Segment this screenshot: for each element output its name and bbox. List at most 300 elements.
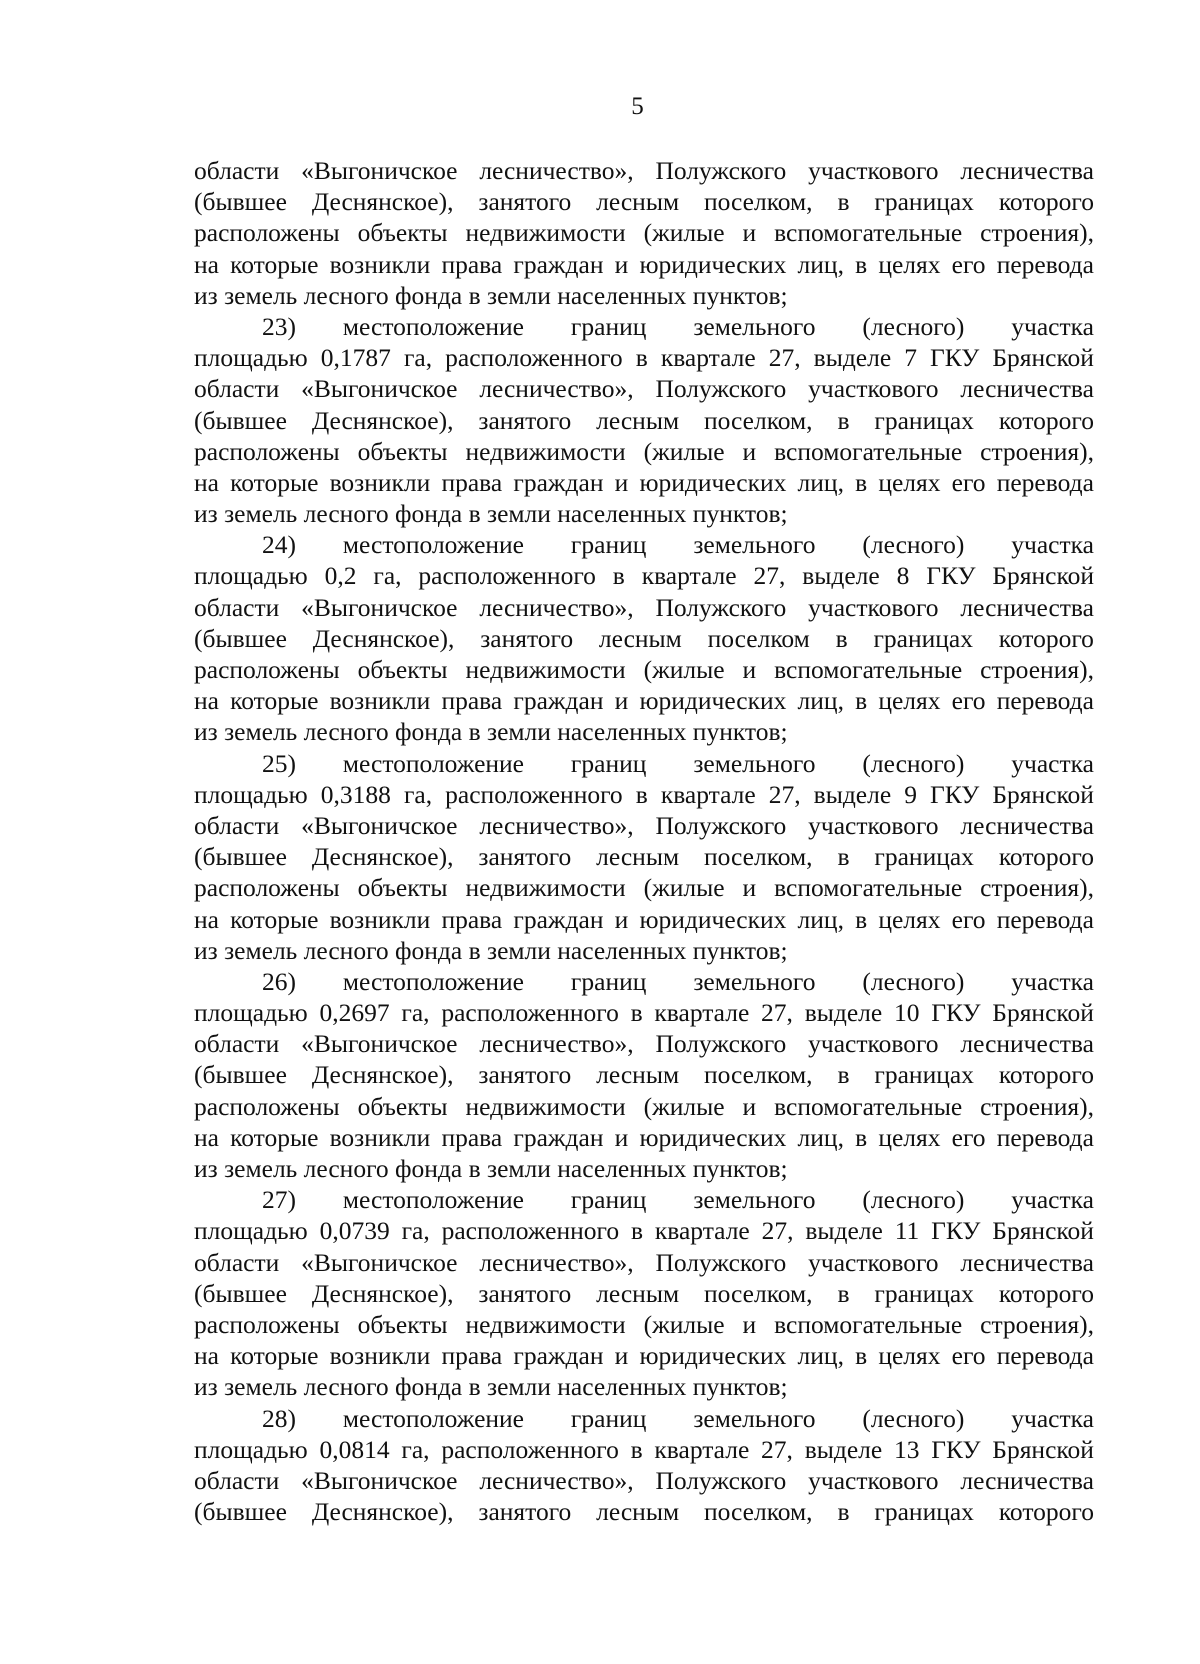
word: перевода xyxy=(996,1122,1094,1152)
word: Брянской xyxy=(992,1434,1094,1464)
word: возникли xyxy=(329,249,431,279)
word: области xyxy=(194,1465,280,1495)
word: ГКУ xyxy=(926,561,976,591)
word: недвижимости xyxy=(465,655,626,684)
word: и xyxy=(742,1309,757,1339)
text-line xyxy=(194,1028,1094,1059)
word: квартале xyxy=(660,343,756,373)
text-line xyxy=(194,342,1094,373)
word: вспомогательные xyxy=(774,1309,963,1339)
word: 26) xyxy=(262,966,296,996)
word: на xyxy=(194,904,219,934)
word: поселком, xyxy=(703,187,813,217)
word: границах xyxy=(874,842,974,872)
page-number: 5 xyxy=(631,93,644,120)
word: недвижимости xyxy=(465,436,626,466)
word: лиц, xyxy=(797,249,844,279)
word: и xyxy=(614,249,629,279)
word: расположенного xyxy=(445,779,623,809)
text-line: из земель лесного фонда в земли населенных пунктов; xyxy=(194,499,788,529)
word: (бывшее xyxy=(194,1497,287,1527)
word: (жилые xyxy=(643,873,725,903)
word: объекты xyxy=(357,873,448,903)
word: граждан xyxy=(513,904,604,934)
word: строения), xyxy=(980,1309,1094,1339)
word: и xyxy=(742,218,757,248)
word: лесничества xyxy=(960,156,1094,185)
text-line xyxy=(194,654,1094,685)
word: лесничества xyxy=(960,1029,1094,1059)
word: га, xyxy=(401,998,430,1028)
text-line xyxy=(194,1059,1094,1090)
word: участкового xyxy=(808,810,939,840)
word: поселком, xyxy=(703,405,813,435)
word: на xyxy=(194,686,219,716)
word: 27, xyxy=(761,1216,794,1246)
word: 0,1787 xyxy=(320,343,391,373)
word: (бывшее xyxy=(194,405,287,435)
word: в xyxy=(837,187,850,217)
word: граждан xyxy=(513,1341,604,1371)
word: (бывшее xyxy=(194,623,287,653)
word: и xyxy=(614,904,629,934)
word: «Выгоничское xyxy=(301,156,458,185)
word: строения), xyxy=(980,655,1094,684)
text-line xyxy=(194,1403,1094,1434)
word: границах xyxy=(874,405,974,435)
word: га, xyxy=(373,561,402,591)
word: области xyxy=(194,1247,280,1277)
word: недвижимости xyxy=(465,873,626,903)
word: (жилые xyxy=(643,1309,725,1339)
word: участка xyxy=(1011,748,1094,778)
word: поселком, xyxy=(703,1060,813,1090)
word: возникли xyxy=(329,1122,431,1152)
word: границ xyxy=(570,1185,647,1215)
word: квартале xyxy=(654,1216,750,1246)
word: на xyxy=(194,249,219,279)
word: граждан xyxy=(513,249,604,279)
text-line xyxy=(194,467,1094,498)
word: (лесного) xyxy=(862,311,965,341)
text-line xyxy=(194,1122,1094,1153)
word: га, xyxy=(403,779,433,809)
word: в xyxy=(630,1434,643,1464)
word: лесничества xyxy=(960,1465,1094,1495)
word: площадью xyxy=(194,1434,308,1464)
text-line xyxy=(194,186,1094,217)
word: объекты xyxy=(357,218,448,248)
word: занятого xyxy=(478,187,572,217)
word: (бывшее xyxy=(194,1060,287,1090)
word: и xyxy=(614,686,629,716)
word: границ xyxy=(570,1403,647,1433)
word: поселком, xyxy=(703,1497,813,1527)
word: в xyxy=(855,467,868,497)
word: в xyxy=(612,561,625,591)
text-line xyxy=(194,1434,1094,1465)
text-line xyxy=(194,155,1094,186)
word: Деснянское), xyxy=(311,187,454,217)
word: которые xyxy=(230,1122,319,1152)
word: расположены xyxy=(194,655,340,684)
word: которые xyxy=(230,249,319,279)
word: в xyxy=(630,1216,644,1246)
word: занятого xyxy=(478,1278,572,1308)
word: (бывшее xyxy=(194,842,287,872)
word: объекты xyxy=(357,655,448,684)
word: лесным xyxy=(596,842,680,872)
word: лесничество», xyxy=(479,592,634,622)
word: границах xyxy=(874,1497,974,1527)
word: права xyxy=(441,249,503,279)
text-line xyxy=(194,436,1094,467)
text-line xyxy=(194,405,1094,436)
word: перевода xyxy=(996,1341,1094,1371)
word: выделе xyxy=(813,343,892,373)
text-line xyxy=(194,685,1094,716)
word: лиц, xyxy=(797,467,844,497)
text-line: из земель лесного фонда в земли населенных пунктов; xyxy=(194,1154,788,1183)
word: области xyxy=(194,810,280,840)
text-line: из земель лесного фонда в земли населенных пунктов; xyxy=(194,717,788,747)
word: области xyxy=(194,156,280,185)
word: выделе xyxy=(804,1434,883,1464)
word: 27) xyxy=(262,1185,296,1215)
word: земельного xyxy=(693,966,816,996)
word: вспомогательные xyxy=(774,218,963,248)
word: (лесного) xyxy=(862,748,965,778)
word: границах xyxy=(874,1060,974,1090)
word: расположенного xyxy=(418,561,596,591)
word: земельного xyxy=(693,530,816,560)
word: строения), xyxy=(980,873,1094,903)
word: (жилые xyxy=(643,655,725,684)
text-line xyxy=(194,560,1094,591)
word: целях xyxy=(878,249,941,279)
word: которые xyxy=(230,467,319,497)
word: расположены xyxy=(194,436,340,466)
word: граждан xyxy=(513,686,604,716)
text-line xyxy=(194,592,1094,623)
word: (жилые xyxy=(643,436,725,466)
word: 28) xyxy=(262,1403,296,1433)
word: и xyxy=(742,436,757,466)
word: занятого xyxy=(480,623,574,653)
word: Полужского xyxy=(655,810,787,840)
text-line xyxy=(194,841,1094,872)
word: в xyxy=(635,343,648,373)
word: границ xyxy=(570,966,647,996)
text-line xyxy=(194,529,1094,560)
text-line xyxy=(194,748,1094,779)
word: недвижимости xyxy=(465,1309,626,1339)
word: граждан xyxy=(513,1122,604,1152)
word: которые xyxy=(230,686,319,716)
word: 0,0814 xyxy=(319,1434,390,1464)
word: юридических xyxy=(639,904,787,934)
word: «Выгоничское xyxy=(301,1247,458,1277)
word: возникли xyxy=(329,686,431,716)
word: 27, xyxy=(761,1434,793,1464)
word: 10 xyxy=(893,998,920,1028)
word: лесничество», xyxy=(479,1465,634,1495)
word: лесничество», xyxy=(479,1247,634,1277)
word: Деснянское), xyxy=(311,842,454,872)
word: перевода xyxy=(996,904,1094,934)
text-line xyxy=(194,311,1094,342)
word: которого xyxy=(998,187,1094,217)
word: ГКУ xyxy=(930,779,980,809)
word: в xyxy=(855,1122,868,1152)
text-line xyxy=(194,249,1094,280)
word: 8 xyxy=(896,561,910,591)
word: которого xyxy=(998,405,1094,435)
word: Брянской xyxy=(992,343,1094,373)
word: возникли xyxy=(329,1341,431,1371)
word: площадью xyxy=(194,561,308,591)
word: лесничества xyxy=(960,374,1094,404)
text-line xyxy=(194,1278,1094,1309)
word: 27, xyxy=(768,343,801,373)
word: границах xyxy=(873,623,973,653)
word: права xyxy=(441,686,503,716)
word: 27, xyxy=(753,561,786,591)
word: лесничество», xyxy=(479,374,634,404)
word: «Выгоничское xyxy=(301,374,458,404)
word: лесным xyxy=(596,187,680,217)
word: целях xyxy=(878,1341,941,1371)
word: участкового xyxy=(808,1247,939,1277)
word: расположены xyxy=(194,873,340,903)
word: местоположение xyxy=(342,1403,524,1433)
word: в xyxy=(855,686,868,716)
word: перевода xyxy=(996,686,1094,716)
word: целях xyxy=(878,467,941,497)
word: площадью xyxy=(194,1216,308,1246)
word: лиц, xyxy=(797,904,844,934)
word: и xyxy=(742,1091,757,1121)
word: (лесного) xyxy=(862,966,965,996)
word: га, xyxy=(401,1216,430,1246)
word: лесным xyxy=(596,1278,680,1308)
word: Брянской xyxy=(992,1216,1094,1246)
word: в xyxy=(855,1341,868,1371)
word: которые xyxy=(230,1341,319,1371)
word: 0,2 xyxy=(324,561,357,591)
word: в xyxy=(837,842,850,872)
word: лесным xyxy=(596,405,680,435)
word: расположены xyxy=(194,1091,340,1121)
word: объекты xyxy=(357,436,448,466)
word: Деснянское), xyxy=(311,405,454,435)
word: которого xyxy=(998,842,1094,872)
word: возникли xyxy=(329,467,431,497)
word: участкового xyxy=(808,592,939,622)
word: вспомогательные xyxy=(774,655,963,684)
word: «Выгоничское xyxy=(301,592,458,622)
word: (бывшее xyxy=(194,1278,287,1308)
word: которого xyxy=(998,1278,1094,1308)
word: земельного xyxy=(693,311,816,341)
word: его xyxy=(951,686,986,716)
word: целях xyxy=(878,904,941,934)
word: лесничества xyxy=(960,592,1094,622)
word: 27, xyxy=(761,998,793,1028)
text-line xyxy=(194,997,1094,1028)
word: занятого xyxy=(478,1497,572,1527)
word: юридических xyxy=(639,686,787,716)
word: (жилые xyxy=(643,1091,725,1121)
word: расположенного xyxy=(441,998,619,1028)
text-line xyxy=(194,217,1094,248)
word: юридических xyxy=(639,467,787,497)
word: Деснянское), xyxy=(312,623,455,653)
word: Деснянское), xyxy=(311,1497,454,1527)
word: ГКУ xyxy=(931,1434,981,1464)
word: выделе xyxy=(813,779,892,809)
word: выделе xyxy=(804,998,883,1028)
word: области xyxy=(194,1029,280,1059)
word: 0,0739 xyxy=(319,1216,390,1246)
text-line: из земель лесного фонда в земли населенных пунктов; xyxy=(194,935,788,965)
word: возникли xyxy=(329,904,431,934)
word: которого xyxy=(998,623,1094,653)
word: 0,3188 xyxy=(320,779,391,809)
word: 0,2697 xyxy=(319,998,390,1028)
word: лесничества xyxy=(960,810,1094,840)
text-line xyxy=(194,1184,1094,1215)
word: 11 xyxy=(894,1216,920,1246)
word: участкового xyxy=(808,156,939,185)
word: лесным xyxy=(596,1060,680,1090)
word: целях xyxy=(878,1122,941,1152)
word: Полужского xyxy=(655,374,787,404)
word: на xyxy=(194,1341,219,1371)
word: лесным xyxy=(598,623,682,653)
word: выделе xyxy=(802,561,880,591)
word: области xyxy=(194,374,280,404)
word: ГКУ xyxy=(930,343,980,373)
word: которого xyxy=(998,1060,1094,1090)
text-line xyxy=(194,810,1094,841)
word: лиц, xyxy=(797,1122,844,1152)
word: объекты xyxy=(357,1309,448,1339)
word: 7 xyxy=(904,343,917,373)
word: лесным xyxy=(596,1497,680,1527)
word: расположенного xyxy=(441,1434,619,1464)
word: его xyxy=(951,467,986,497)
word: вспомогательные xyxy=(774,436,963,466)
word: лесничество», xyxy=(479,156,634,185)
word: расположенного xyxy=(445,343,623,373)
word: занятого xyxy=(478,842,572,872)
word: его xyxy=(951,1122,986,1152)
word: участкового xyxy=(808,1465,939,1495)
word: лесничество», xyxy=(479,1029,634,1059)
word: (лесного) xyxy=(862,530,965,560)
word: Деснянское), xyxy=(311,1278,454,1308)
word: строения), xyxy=(980,1091,1094,1121)
word: целях xyxy=(878,686,941,716)
word: его xyxy=(951,1341,986,1371)
document-body xyxy=(194,155,1094,1527)
word: граждан xyxy=(513,467,604,497)
word: га, xyxy=(403,343,433,373)
word: вспомогательные xyxy=(774,1091,963,1121)
word: 27, xyxy=(768,779,801,809)
word: 23) xyxy=(262,311,296,341)
word: местоположение xyxy=(342,966,524,996)
word: Полужского xyxy=(655,592,787,622)
word: строения), xyxy=(980,436,1094,466)
text-line xyxy=(194,1247,1094,1278)
word: которого xyxy=(998,1497,1094,1527)
text-line xyxy=(194,1496,1094,1527)
word: (лесного) xyxy=(862,1185,965,1215)
text-line xyxy=(194,1215,1094,1246)
text-line xyxy=(194,1091,1094,1122)
word: участкового xyxy=(808,374,939,404)
word: в xyxy=(855,904,868,934)
word: квартале xyxy=(660,779,756,809)
word: занятого xyxy=(478,405,572,435)
word: 25) xyxy=(262,748,296,778)
word: перевода xyxy=(996,467,1094,497)
word: в xyxy=(837,405,850,435)
word: Деснянское), xyxy=(311,1060,454,1090)
word: юридических xyxy=(639,1341,787,1371)
word: в xyxy=(837,1278,850,1308)
word: границ xyxy=(570,748,647,778)
word: участка xyxy=(1011,1185,1094,1215)
word: (лесного) xyxy=(862,1403,965,1433)
word: 24) xyxy=(262,530,296,560)
word: права xyxy=(441,1122,503,1152)
word: на xyxy=(194,467,219,497)
word: площадью xyxy=(194,779,308,809)
text-line xyxy=(194,872,1094,903)
text-line xyxy=(194,373,1094,404)
word: области xyxy=(194,592,280,622)
word: расположены xyxy=(194,1309,340,1339)
word: права xyxy=(441,904,503,934)
word: квартале xyxy=(654,1434,750,1464)
word: и xyxy=(614,467,629,497)
word: и xyxy=(614,1122,629,1152)
word: участка xyxy=(1011,311,1094,341)
word: ГКУ xyxy=(931,1216,981,1246)
word: местоположение xyxy=(342,530,524,560)
word: земельного xyxy=(693,1403,816,1433)
word: «Выгоничское xyxy=(301,810,458,840)
word: лиц, xyxy=(797,686,844,716)
word: которые xyxy=(230,904,319,934)
word: границ xyxy=(570,311,647,341)
word: занятого xyxy=(478,1060,572,1090)
text-line xyxy=(194,779,1094,810)
word: лесничество», xyxy=(479,810,634,840)
word: в xyxy=(635,779,648,809)
word: в xyxy=(630,998,643,1028)
word: площадью xyxy=(194,998,308,1028)
word: границах xyxy=(874,187,974,217)
word: в xyxy=(837,1497,850,1527)
word: Брянской xyxy=(992,998,1094,1028)
word: поселком, xyxy=(703,1278,813,1308)
word: Брянской xyxy=(992,561,1094,591)
word: юридических xyxy=(639,249,787,279)
